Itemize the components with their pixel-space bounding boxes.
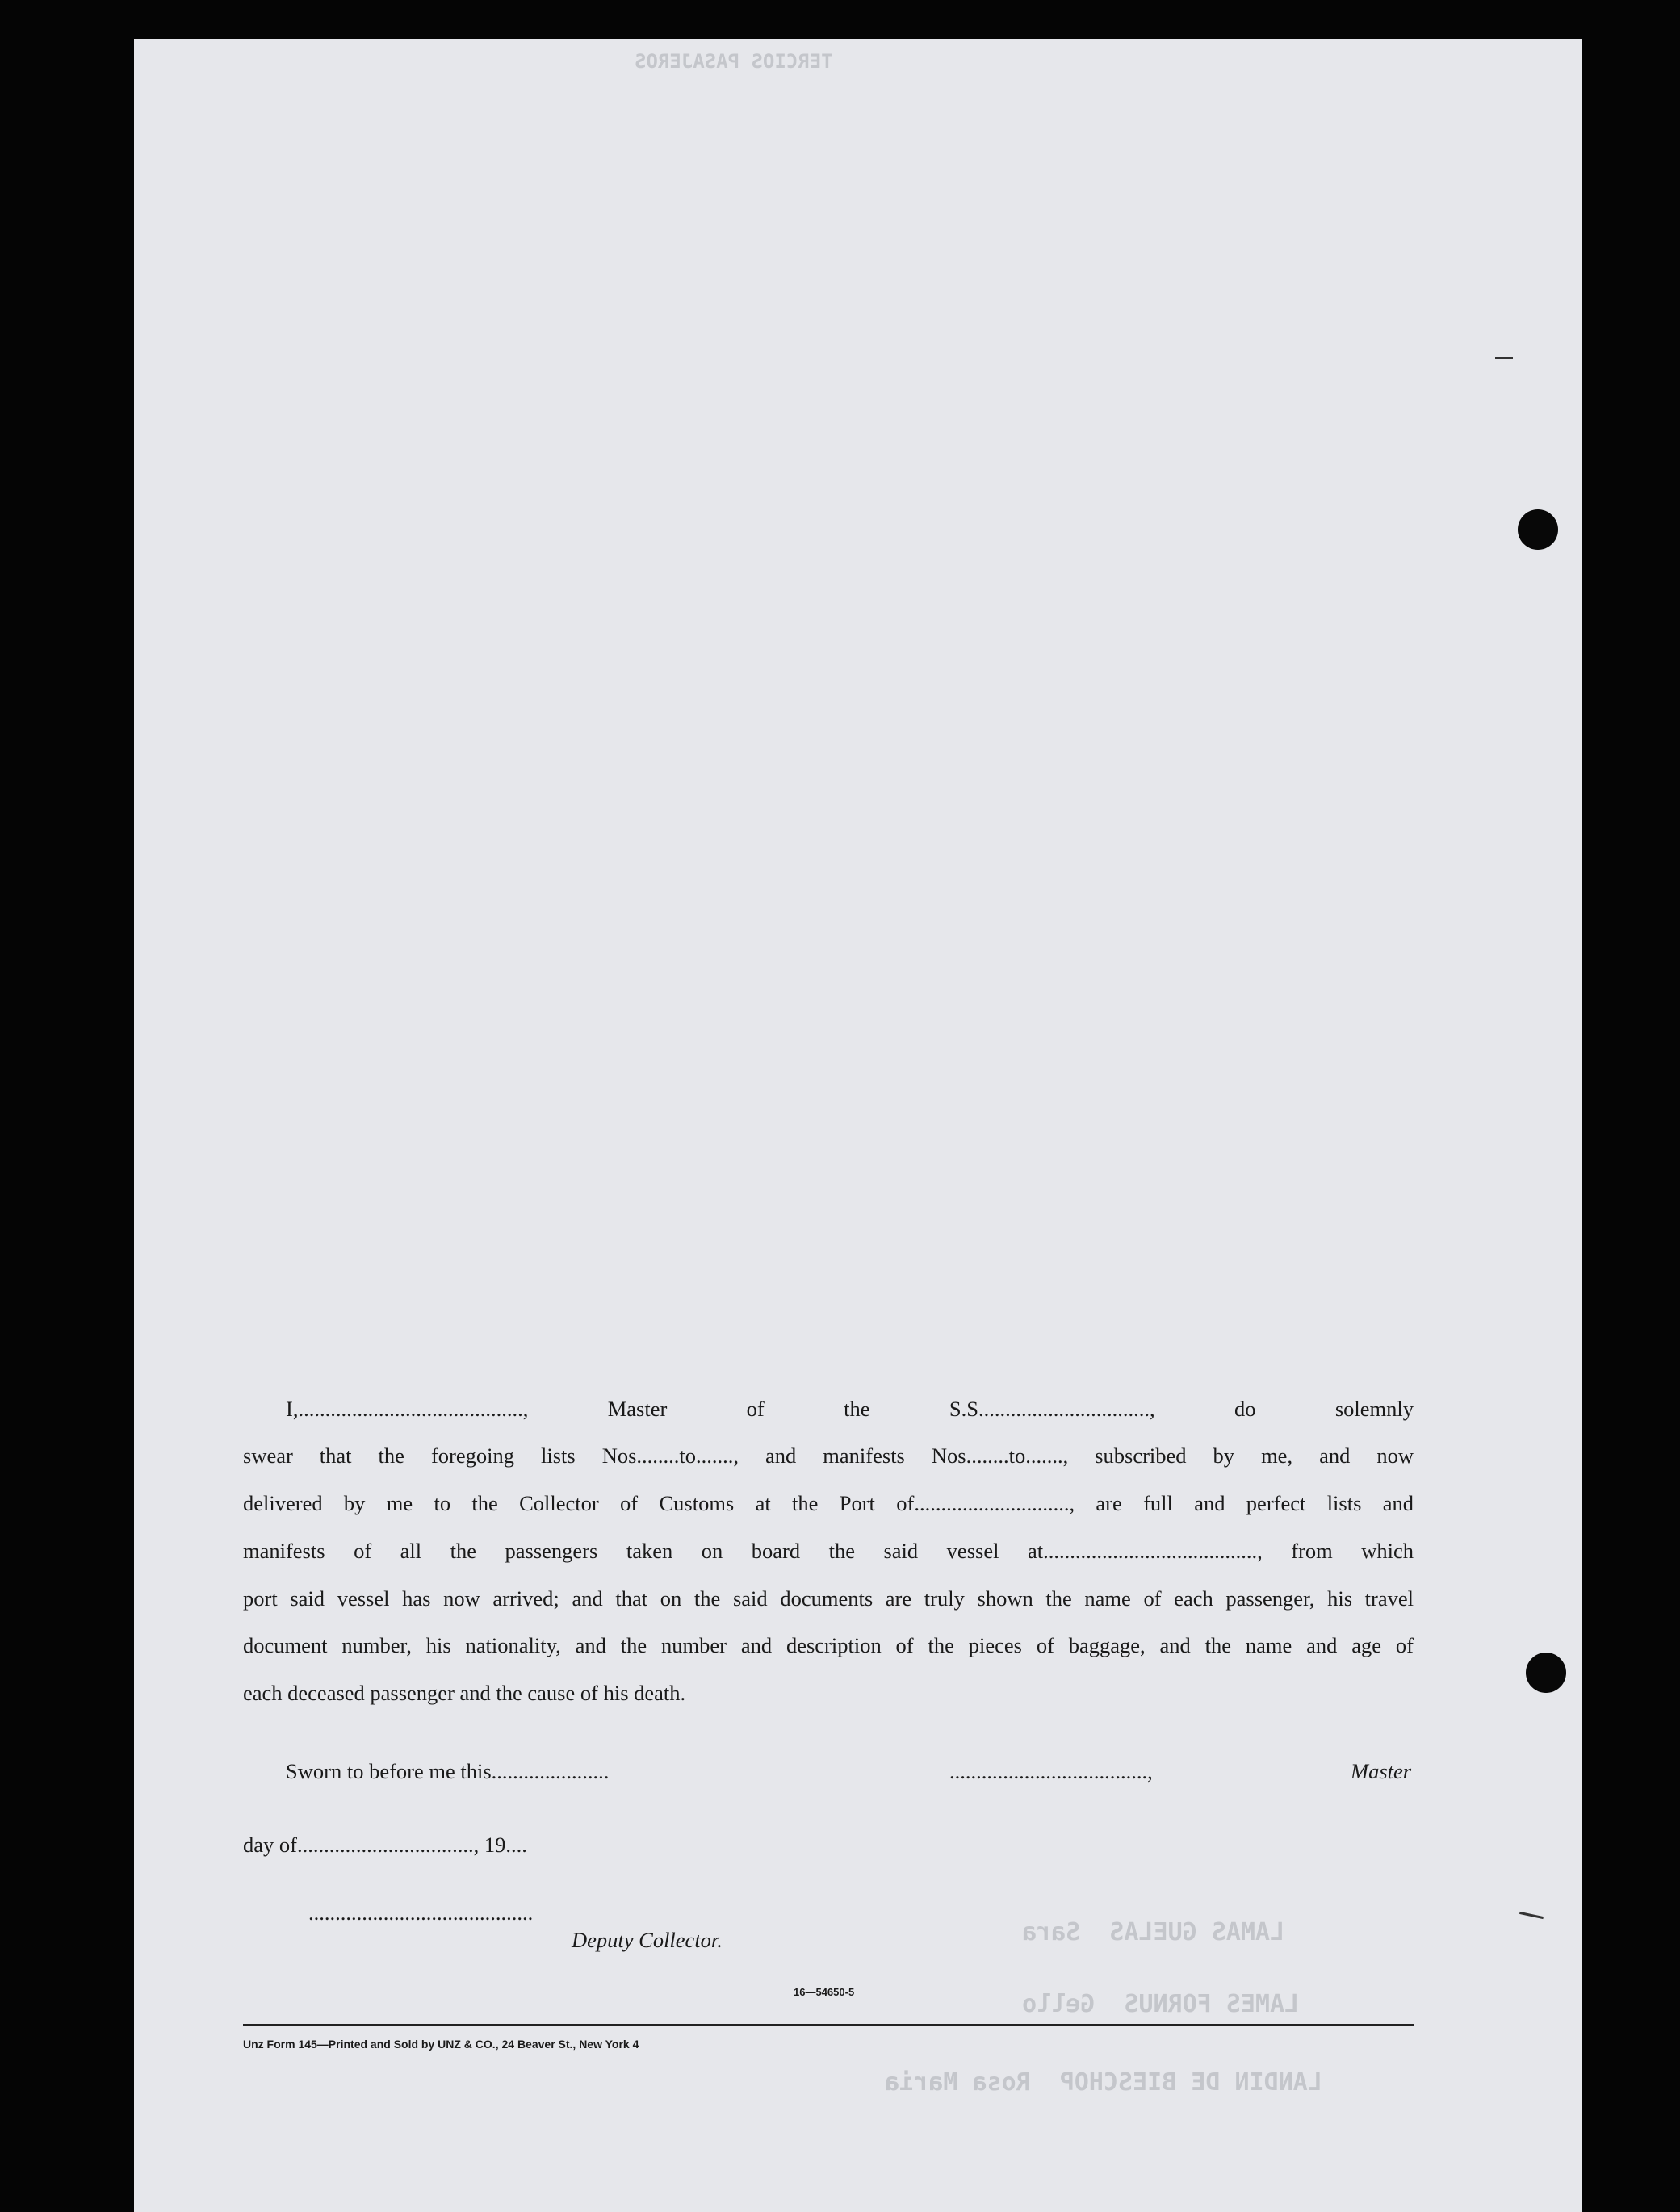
speck <box>1495 357 1513 359</box>
footer-rule <box>243 2024 1414 2026</box>
oath-line-1: I,.........................................., Master of the S.S................................, do solemnly <box>286 1397 1414 1421</box>
form-number: 16—54650-5 <box>794 1986 855 1998</box>
master-signature-dots: ....................................., <box>949 1759 1153 1783</box>
oath-line-3: delivered by me to the Collector of Customs at the Port of............................., are full and perfect lists and <box>243 1491 1414 1515</box>
bleed-name-1: LAMAS GUELAS Sara <box>1022 1918 1285 1946</box>
master-label: Master <box>1351 1759 1412 1783</box>
day-of-line: day of................................., 19.... <box>243 1833 527 1857</box>
deputy-signature-dots: .......................................... <box>308 1900 534 1925</box>
bleed-name-3: LANDIN DE BIESCHOP Rosa Maria <box>885 2068 1322 2097</box>
document-page <box>134 39 1582 2212</box>
deputy-collector-label: Deputy Collector. <box>572 1928 723 1952</box>
footer-printer-line: Unz Form 145—Printed and Sold by UNZ & CO., 24 Beaver St., New York 4 <box>243 2038 639 2051</box>
oath-line-6: document number, his nationality, and the number and description of the pieces of baggage, and the name and age of <box>243 1633 1414 1657</box>
punch-hole-bottom <box>1526 1653 1566 1693</box>
oath-line-4: manifests of all the passengers taken on board the said vessel at........................................, from which <box>243 1539 1414 1563</box>
oath-line-7: each deceased passenger and the cause of his death. <box>243 1681 686 1705</box>
sworn-before-me: Sworn to before me this...................... <box>286 1759 610 1783</box>
oath-line-2: swear that the foregoing lists Nos........to......., and manifests Nos........to......., subscribed by me, and now <box>243 1443 1414 1468</box>
bleed-through-heading: TERCIOS PASAJEROS <box>635 50 833 73</box>
oath-line-5: port said vessel has now arrived; and that on the said documents are truly shown the name of each passenger, his travel <box>243 1586 1414 1611</box>
punch-hole-top <box>1518 509 1558 550</box>
bleed-name-2: LAMES FORNUS Gello <box>1022 1990 1300 2018</box>
speck <box>1519 1912 1544 1919</box>
